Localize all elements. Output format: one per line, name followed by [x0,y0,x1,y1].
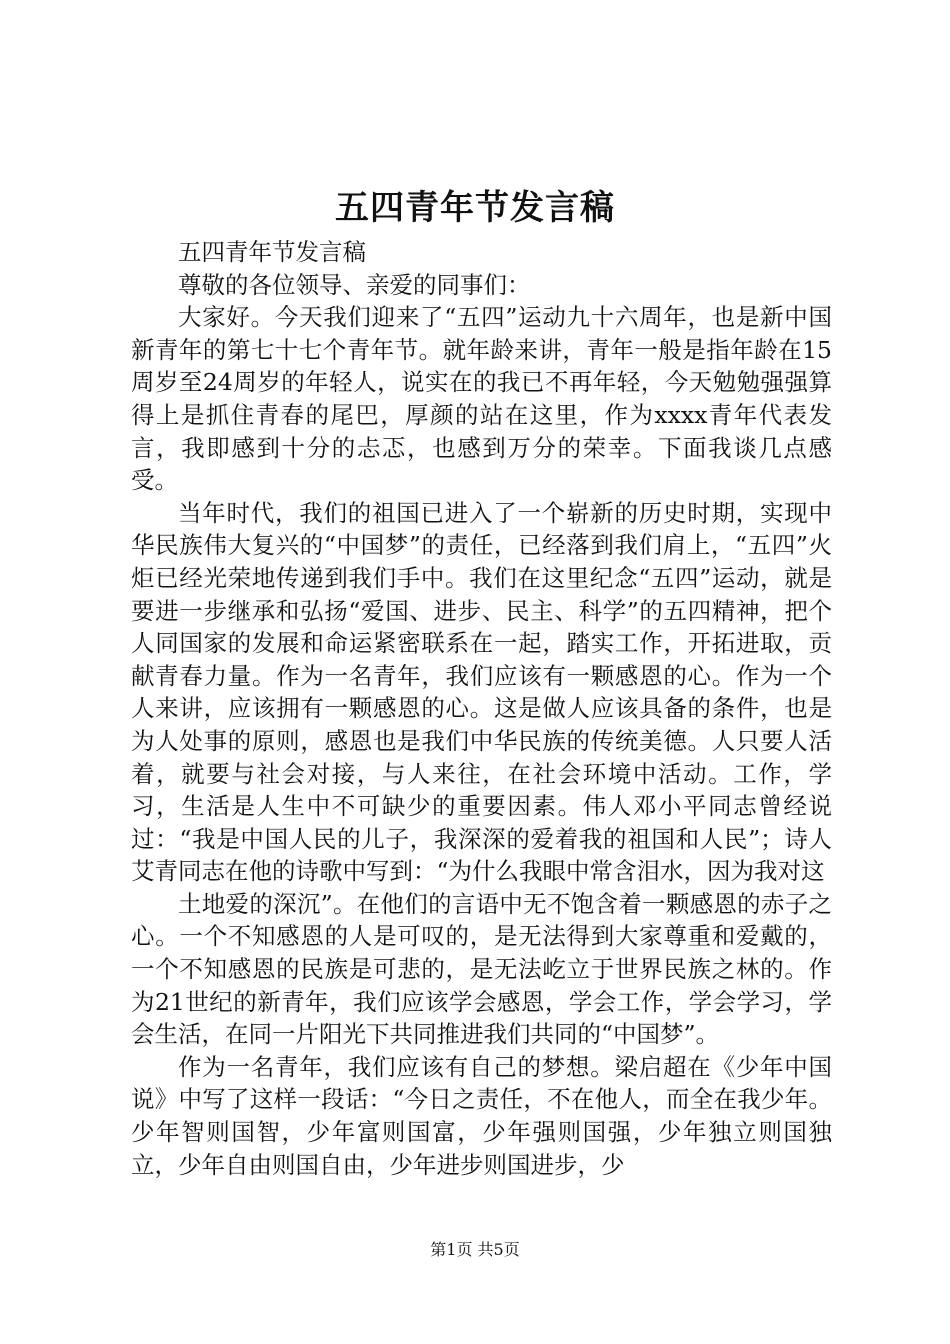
paragraph-greeting: 大家好。今天我们迎来了“五四”运动九十六周年，也是新中国新青年的第七十七个青年节。就年龄来讲，青年一般是指年龄在15周岁至24周岁的年轻人，说实在的我已不再年轻，今天勉勉强强算得上是抓住青春的尾巴，厚颜的站在这里，作为xxxx青年代表发言，我即感到十分的忐忑，也感到万分的荣幸。下面我谈几点感受。 [131,303,832,495]
document-title: 五四青年节发言稿 [335,188,615,228]
paragraph-dream: 作为一名青年，我们应该有自己的梦想。梁启超在《少年中国说》中写了这样一段话：“今日之责任，不在他人，而全在我少年。少年智则国智，少年富则国富，少年强则国强，少年独立则国独立，少年自由则国自由，少年进步则国进步，少 [131,1052,832,1179]
document-body [131,236,832,1181]
paragraph-salutation: 尊敬的各位领导、亲爱的同事们： [178,270,531,299]
page-number: 第1页 共5页 [430,1240,520,1259]
paragraph-gratitude: 土地爱的深沉”。在他们的言语中无不饱含着一颗感恩的赤子之心。一个不知感恩的人是可叹的，是无法得到大家尊重和爱戴的，一个不知感恩的民族是可悲的，是无法屹立于世界民族之林的。作为21世纪的新青年，我们应该学会感恩，学会工作，学会学习，学会生活，在同一片阳光下共同推进我们共同的“中国梦”。 [131,889,832,1049]
paragraph-subtitle: 五四青年节发言稿 [178,238,366,266]
paragraph-era: 当年时代，我们的祖国已进入了一个崭新的历史时期，实现中华民族伟大复兴的“中国梦”的责任，已经落到我们肩上，“五四”火炬已经光荣地传递到我们手中。我们在这里纪念“五四”运动，就是要进一步继承和弘扬“爱国、进步、民主、科学”的五四精神，把个人同国家的发展和命运紧密联系在一起，踏实工作，开拓进取，贡献青春力量。作为一名青年，我们应该有一颗感恩的心。作为一个人来讲，应该拥有一颗感恩的心。这是做人应该具备的条件，也是为人处事的原则，感恩也是我们中华民族的传统美德。人只要人活着，就要与社会对接，与人来往，在社会环境中活动。工作，学习，生活是人生中不可缺少的重要因素。伟人邓小平同志曾经说过：“我是中国人民的儿子，我深深的爱着我的祖国和人民”；诗人艾青同志在他的诗歌中写到：“为什么我眼中常含泪水，因为我对这 [131,498,832,886]
